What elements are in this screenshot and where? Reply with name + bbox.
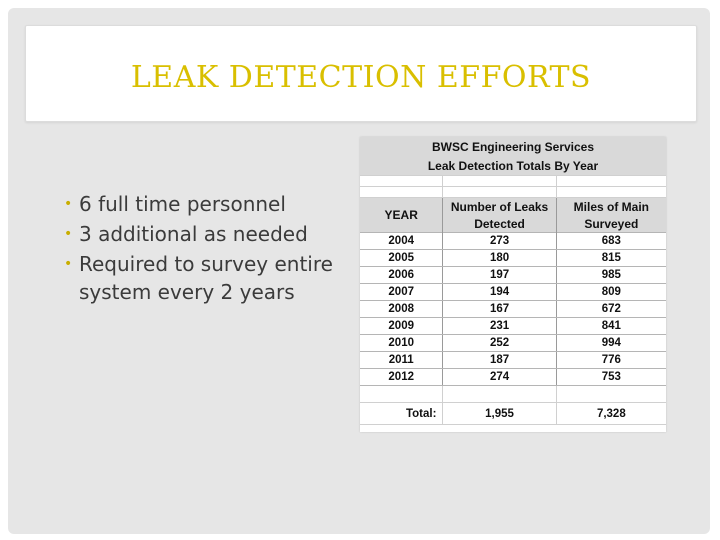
title-box: [25, 25, 697, 122]
spacer-row: [360, 187, 666, 198]
total-leaks: 1,955: [443, 403, 556, 425]
bullet-text: 3 additional as needed: [79, 222, 308, 246]
bullet-icon: •: [64, 226, 73, 242]
cell-leaks: 273: [443, 233, 556, 250]
cell-year: 2006: [360, 267, 443, 284]
table-title-row: [360, 156, 666, 176]
cell-miles: 776: [556, 352, 666, 369]
bullet-icon: •: [64, 256, 73, 272]
cell-leaks: 194: [443, 284, 556, 301]
cell-leaks: 274: [443, 369, 556, 386]
bullet-item: [64, 190, 364, 218]
cell-year: 2010: [360, 335, 443, 352]
table-title-row: [360, 137, 666, 156]
bullet-text: Required to survey entire system every 2 years: [79, 252, 333, 304]
header-miles: Miles of Main: [556, 198, 666, 216]
spacer-row: [360, 386, 666, 403]
table-row: [360, 318, 666, 335]
cell-miles: 815: [556, 250, 666, 267]
total-row: [360, 403, 666, 425]
bullet-list: [64, 188, 364, 308]
cell-miles: 994: [556, 335, 666, 352]
bullet-icon: •: [64, 196, 73, 212]
cell-miles: 672: [556, 301, 666, 318]
cell-leaks: 231: [443, 318, 556, 335]
cell-year: 2011: [360, 352, 443, 369]
cell-leaks: 180: [443, 250, 556, 267]
cell-year: 2008: [360, 301, 443, 318]
bullet-item: [64, 220, 364, 248]
slide-title: LEAK DETECTION EFFORTS: [130, 60, 592, 95]
bullet-item: [64, 250, 364, 306]
total-miles: 7,328: [556, 403, 666, 425]
table-row: [360, 301, 666, 318]
cell-leaks: 252: [443, 335, 556, 352]
cell-leaks: 197: [443, 267, 556, 284]
cell-miles: 985: [556, 267, 666, 284]
table-row: [360, 352, 666, 369]
table-title-line2: Leak Detection Totals By Year: [360, 156, 666, 176]
cell-miles: 683: [556, 233, 666, 250]
cell-year: 2005: [360, 250, 443, 267]
cell-year: 2004: [360, 233, 443, 250]
cell-year: 2009: [360, 318, 443, 335]
table-row: [360, 284, 666, 301]
table-row: [360, 233, 666, 250]
table-title-line1: BWSC Engineering Services: [360, 137, 666, 156]
spacer-row: [360, 176, 666, 187]
data-table: [360, 137, 666, 425]
header-leaks: Number of Leaks: [443, 198, 556, 216]
cell-miles: 809: [556, 284, 666, 301]
leak-detection-table: [360, 137, 666, 432]
table-row: [360, 369, 666, 386]
header-row: [360, 198, 666, 216]
table-row: [360, 250, 666, 267]
header-leaks-sub: Detected: [443, 215, 556, 233]
cell-miles: 753: [556, 369, 666, 386]
bullet-text: 6 full time personnel: [79, 192, 286, 216]
cell-year: 2007: [360, 284, 443, 301]
header-miles-sub: Surveyed: [556, 215, 666, 233]
cell-leaks: 167: [443, 301, 556, 318]
cell-year: 2012: [360, 369, 443, 386]
cell-leaks: 187: [443, 352, 556, 369]
table-row: [360, 267, 666, 284]
total-label: Total:: [360, 403, 443, 425]
table-row: [360, 335, 666, 352]
cell-miles: 841: [556, 318, 666, 335]
header-year: YEAR: [360, 198, 443, 233]
